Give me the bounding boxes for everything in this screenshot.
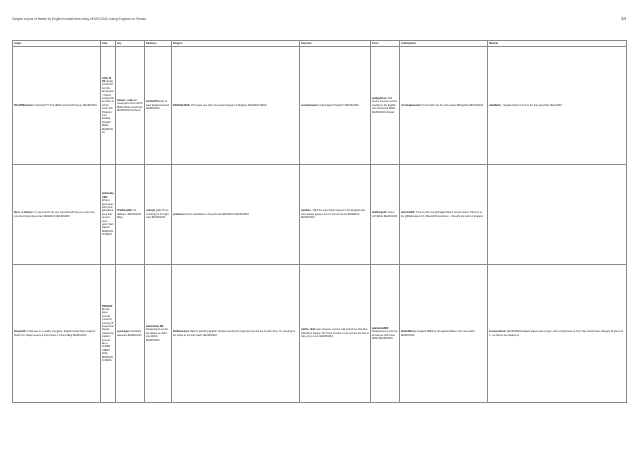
username: sabthe_dinb: <box>301 328 316 332</box>
cell-anger <box>13 47 101 165</box>
username: dunnis1982: <box>401 211 415 215</box>
username: ShiReeenamo: <box>173 330 190 334</box>
cell-disgust <box>172 47 300 165</box>
username: christoplaenou21: <box>401 103 422 107</box>
tweet-text: England NEED to win against Wales in the next match #EURO2016 <box>401 330 475 337</box>
username: EDGEGhoKEE: <box>173 103 191 107</box>
username: GOD_DI RE_ <box>102 76 112 83</box>
cell-disgust <box>172 165 300 265</box>
username: JackGolPho no: <box>146 100 165 104</box>
page-header <box>12 17 626 27</box>
username: Dompetith: <box>14 330 27 334</box>
tweet-text: Three 'd lucking for for night now! #EURO2016 <box>146 209 169 220</box>
cell-fear <box>101 265 116 403</box>
username: JakeBaltic_: <box>489 103 503 107</box>
tweet-text: Come on!! #ENG #EURO2016 <box>372 211 398 218</box>
cell-joy <box>116 265 145 403</box>
tweet-text: I'm nervous for this one. Eng land will lose one more time, you should just play a draw. #ENGRUS #EURO2016 <box>14 211 96 218</box>
col-header-neutral: Neutral <box>488 41 627 47</box>
cell-trust <box>371 165 400 265</box>
tweet-text: But fan, given security concerns, coming off those local Russia outside the stadium screens like a SUPER GREAT 2016, #EURO2016 #ENG <box>102 307 114 363</box>
tweet-text: Seriously??? Only #ENG would stuff that up. #EURO2016 <box>34 103 97 107</box>
tweet-text: C'mon lads! Get the wins mates #WingsHus #EURO2016 <box>421 103 484 107</box>
table-row <box>13 165 627 265</box>
tweet-text: #EURO2016 England played well enough - lack of sharpness up front. Roy should have changed 15 game for 2 - so that he are headed up <box>489 330 624 337</box>
tweet-text: At least England scored! #EURO2016 <box>146 100 169 111</box>
tweet-text: 25 crosses one shot, the woeful manager of England. #ENGRUS #ENG <box>190 103 267 107</box>
cell-neutral <box>488 47 627 165</box>
tweet-text: Football's awesome #EURO2016 <box>117 330 142 337</box>
cell-sadness <box>145 165 172 265</box>
username: adamiolttee BE: <box>146 324 165 328</box>
tweet-text: So deflated.. #EURO2016 #Eng <box>117 209 142 220</box>
col-header-surprise: Surprise <box>300 41 371 47</box>
cell-disgust <box>172 265 300 403</box>
table-row <box>13 47 627 165</box>
cell-anger <box>13 165 101 265</box>
username: losomeshands: <box>489 330 507 334</box>
username: eyeshaguo: <box>117 330 131 334</box>
cell-fear <box>101 165 116 265</box>
username: godlgoldrom: <box>372 96 388 100</box>
col-header-trust: Trust <box>371 41 400 47</box>
col-header-joy: Joy <box>116 41 145 47</box>
tweet-text: Ugh England? Really?? #EURO2016 <box>318 103 359 107</box>
document-title: Sample corpus of tweets by English football fans using #EURO2016 during England vs. Russia <box>12 17 146 21</box>
col-header-anger: Anger <box>13 41 101 47</box>
col-header-fear: Fear <box>101 41 116 47</box>
username: Nocu_m htimere: <box>14 211 34 215</box>
cell-anger <box>13 265 101 403</box>
tweet-text: Back to watching English. Russian and French hogs bout the shit out of each other. I'm cheering for the police to win that match. #EURO2016 <box>173 330 296 337</box>
username: coheigh_jom: <box>146 209 162 213</box>
cell-anticipation <box>400 47 488 165</box>
cell-neutral <box>488 165 627 265</box>
cell-anticipation <box>400 165 488 265</box>
tweet-text: Disappointed a point but at least we didn't lose #ENG #EURO2016 <box>372 330 398 340</box>
table-row <box>13 265 627 403</box>
cell-trust <box>371 265 400 403</box>
username: BSKID30: <box>102 304 113 308</box>
cell-surprise <box>300 265 371 403</box>
cell-joy <box>116 165 145 265</box>
tweet-text: Disappointed a point but atleast we didn't lose #ENG #EURO2016 <box>146 328 168 342</box>
tweet-text: England lucky to at from the time good ball. #Euro2016 <box>502 103 562 107</box>
username: ThatDuoeBal: <box>117 209 133 213</box>
cell-sadness <box>145 265 172 403</box>
tweet-text: England will still win this Europeans. Champ ionship will be theirs or will be much with Hodgson. Just thinking forward! #ENG #EURO2016 <box>102 79 114 135</box>
col-header-anticipation: Anticipation <box>400 41 488 47</box>
username: jonHeeees: <box>173 212 186 216</box>
tweet-text: Turns out the new @Image2 Was 2 correct scores. Told you so the @Bookmakers FC. #Euro2016 prediction - I thought she had 2-1 England <box>401 211 483 218</box>
tweet-text: Still seems to be fun at here heading to the English. Can Improving! #ENG #EURO2016 Abroad <box>372 96 398 114</box>
cell-surprise <box>300 47 371 165</box>
tweet-text: If that was on a quality ring game, England would have scraped! Sucks 0-0. Always seems a prize before it comes #Eng #EURO2016 <box>14 330 96 337</box>
cell-neutral <box>488 265 627 403</box>
page-number: 34 <box>620 16 626 21</box>
username: Gabaer_Lodin es: <box>117 98 138 102</box>
cell-anticipation <box>400 265 488 403</box>
username: billandMoore: <box>401 330 417 334</box>
username: adamiotlte898: <box>372 326 389 330</box>
cell-fear <box>101 47 116 165</box>
username: AamDee_: <box>301 209 313 213</box>
cell-joy <box>116 47 145 165</box>
col-header-sadness: Sadness <box>145 41 172 47</box>
tweet-text: What a great team effort from @England keep that up and we're good. Well played! #EURO2016 #ENG <box>102 199 114 237</box>
username: RhedTMHimmsro: <box>14 103 35 107</box>
cell-surprise <box>300 165 371 265</box>
username: suomimbyakor: <box>301 103 319 107</box>
tweet-text: Great game #eno vRUS #ENG What a Goal well #EURO2016 Kerbeeh <box>117 102 143 112</box>
username: bedBunge10: <box>372 211 388 215</box>
col-header-disgust: Disgust <box>172 41 300 47</box>
cell-trust <box>371 47 400 165</box>
tweet-text: Can someone remove mail and tell me that after Saturday's happen Tier? Feel to police a pep up from the fans to help you're a ref. #EURO2016 <box>301 328 369 339</box>
emotion-tweet-table <box>12 40 627 403</box>
tweet-text: Roy's substitution is beyond belief #ENGRUS #EURO2016 <box>185 212 249 216</box>
tweet-text: With the many Spurs players in the England side, were always going to do it in the last minute #ENGRUS #EURO2016 <box>301 209 366 220</box>
cell-sadness <box>145 47 172 165</box>
username: lanhanabyARE: <box>102 192 114 199</box>
